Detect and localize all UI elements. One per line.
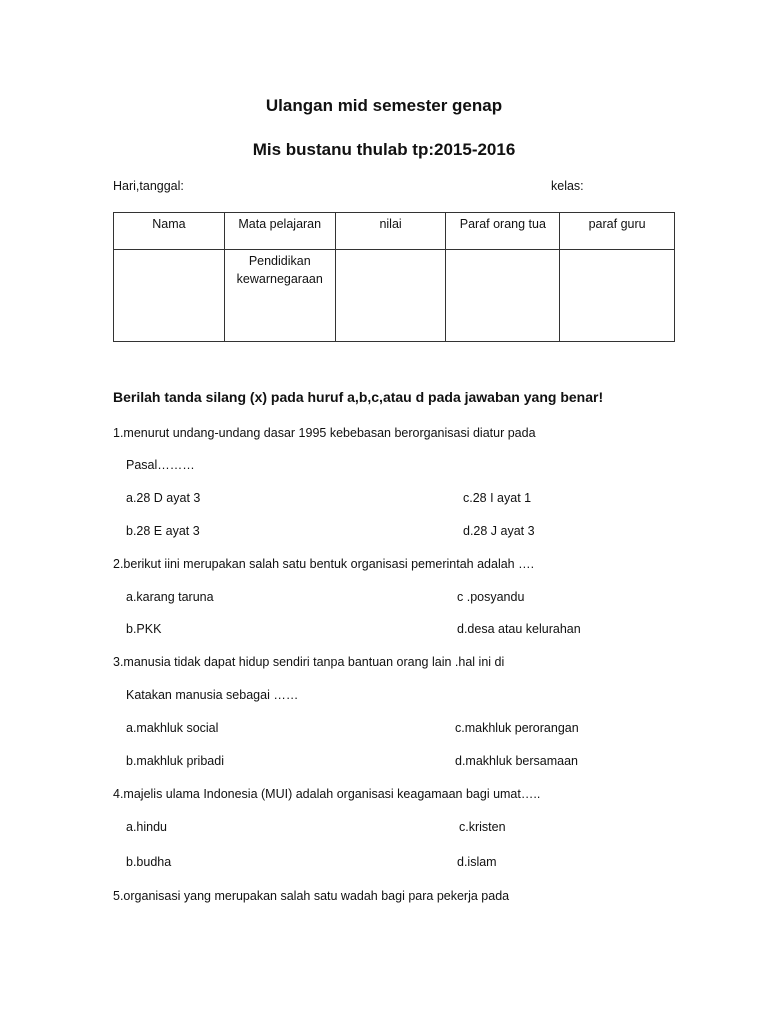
cell-nilai (335, 250, 446, 342)
cell-nama (114, 250, 225, 342)
question-2-option-a: a.karang taruna (126, 590, 214, 604)
cell-mata-pelajaran: Pendidikan kewarnegaraan (224, 250, 335, 342)
cell-paraf-orang-tua (446, 250, 560, 342)
student-info-table (113, 212, 675, 342)
header-paraf-guru: paraf guru (560, 213, 675, 250)
question-4-option-c: c.kristen (459, 820, 506, 834)
question-3-option-c: c.makhluk perorangan (455, 721, 579, 735)
question-2-text: 2.berikut iini merupakan salah satu bentuk organisasi pemerintah adalah …. (113, 557, 535, 571)
question-1-option-a: a.28 D ayat 3 (126, 491, 201, 505)
question-3-option-a: a.makhluk social (126, 721, 219, 735)
question-4-text: 4.majelis ulama Indonesia (MUI) adalah organisasi keagamaan bagi umat….. (113, 787, 541, 801)
question-1-text-continued: Pasal……… (126, 458, 195, 472)
date-label: Hari,tanggal: (113, 179, 184, 193)
table-header-row (114, 213, 675, 250)
question-1-text: 1.menurut undang-undang dasar 1995 kebebasan berorganisasi diatur pada (113, 426, 536, 440)
question-3-text-continued: Katakan manusia sebagai …… (126, 688, 299, 702)
question-2-option-d: d.desa atau kelurahan (457, 622, 581, 636)
question-1-option-c: c.28 I ayat 1 (463, 491, 532, 505)
question-3-option-b: b.makhluk pribadi (126, 754, 224, 768)
page-title: Ulangan mid semester genap (265, 96, 503, 115)
header-mata-pelajaran: Mata pelajaran (224, 213, 335, 250)
cell-paraf-guru (560, 250, 675, 342)
table-row (114, 250, 675, 342)
header-nilai: nilai (335, 213, 446, 250)
instruction-text: Berilah tanda silang (x) pada huruf a,b,c,atau d pada jawaban yang benar! (113, 389, 604, 405)
header-nama: Nama (114, 213, 225, 250)
question-2-option-c: c .posyandu (457, 590, 525, 604)
question-2-option-b: b.PKK (126, 622, 162, 636)
question-4-option-a: a.hindu (126, 820, 168, 834)
question-1-option-b: b.28 E ayat 3 (126, 524, 200, 538)
question-4-option-b: b.budha (126, 855, 172, 869)
page-subtitle: Mis bustanu thulab tp:2015-2016 (252, 140, 516, 159)
question-5-text: 5.organisasi yang merupakan salah satu wadah bagi para pekerja pada (113, 889, 510, 903)
question-3-text: 3.manusia tidak dapat hidup sendiri tanpa bantuan orang lain .hal ini di (113, 655, 505, 669)
class-label: kelas: (551, 179, 584, 193)
question-3-option-d: d.makhluk bersamaan (455, 754, 578, 768)
question-1-option-d: d.28 J ayat 3 (463, 524, 535, 538)
question-4-option-d: d.islam (457, 855, 497, 869)
header-paraf-orang-tua: Paraf orang tua (446, 213, 560, 250)
